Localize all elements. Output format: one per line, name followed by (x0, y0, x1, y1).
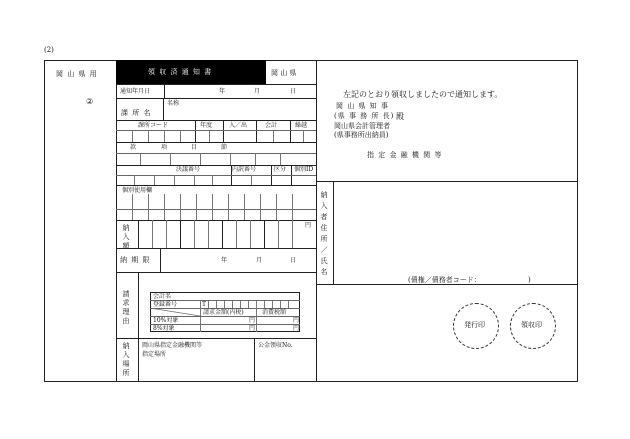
rule (333, 181, 334, 285)
internal-no-label: 内訳番号 (232, 166, 257, 173)
rule (292, 220, 293, 248)
rule (116, 120, 316, 121)
rule (116, 142, 316, 143)
rule (223, 120, 224, 142)
t-prefix: T (202, 301, 207, 308)
rule (278, 220, 279, 248)
rule (116, 130, 316, 131)
decision-no-label: 決議番号 (176, 166, 201, 173)
rate8-yen-tax: 円 (293, 325, 300, 332)
issue-stamp-label: 発行印 (464, 321, 485, 329)
page-number: (2) (44, 46, 54, 54)
rule (200, 300, 201, 308)
deadline-year: 年 (221, 257, 228, 264)
payer-box (316, 181, 578, 285)
in-out-label: 入／出 (229, 122, 248, 129)
deadline-day: 日 (290, 257, 297, 264)
rule (250, 220, 251, 248)
rule (148, 130, 149, 142)
deadline-label: 納 期 限 (120, 256, 151, 264)
rule (290, 120, 291, 142)
office-name-label: 名称 (167, 100, 180, 107)
rule (224, 300, 225, 308)
form-title: 領 収 済 通 知 書 (148, 68, 213, 76)
rule (251, 175, 252, 185)
honorific: 殿 (396, 112, 404, 121)
notice-text: 左記のとおり領収しましたので通知します。 (343, 90, 503, 99)
rule (132, 130, 133, 142)
rule (180, 220, 181, 248)
notification-year: 年 (219, 88, 226, 95)
rule (116, 272, 316, 273)
debtor-code-close: ) (528, 276, 531, 284)
rule (244, 194, 245, 220)
office-label: 課 所 名 (121, 109, 152, 117)
rule (164, 130, 165, 142)
rule (256, 308, 257, 332)
rule (180, 130, 181, 142)
rule (164, 194, 165, 220)
rule (116, 84, 316, 85)
treasurer-label: 岡山県会計管理者 (334, 122, 390, 130)
rule (230, 153, 231, 165)
left-margin-divider (116, 60, 117, 382)
payment-place-line2: 指定場所 (142, 351, 167, 358)
deadline-month: 月 (256, 257, 263, 264)
prefecture-label: 岡 山 県 (271, 69, 297, 77)
rule (180, 194, 181, 220)
account-label: 会計 (265, 122, 278, 129)
rate10-yen-amount: 円 (249, 317, 256, 324)
rule (209, 130, 210, 142)
rule (116, 153, 316, 154)
governor-label: 岡 山 県 知 事 (336, 102, 389, 110)
rule (236, 220, 237, 248)
rule (240, 300, 241, 308)
rule (292, 194, 293, 220)
rule (116, 175, 316, 176)
rule (138, 338, 139, 382)
circle-number: ② (86, 97, 94, 106)
debtor-code-label: (債権／債務者コード： (408, 276, 481, 284)
kan-label: 款 (130, 144, 137, 151)
rule (160, 248, 161, 272)
rule (264, 300, 265, 308)
rule (116, 185, 316, 186)
payment-place-line1: 岡山県指定金融機関等 (142, 342, 203, 349)
rule (194, 220, 195, 248)
rule (138, 220, 139, 248)
rule (196, 194, 197, 220)
rule (248, 300, 249, 308)
rule (116, 248, 316, 249)
rule (303, 130, 304, 142)
rule (222, 220, 223, 248)
rule (264, 220, 265, 248)
rule (273, 130, 274, 142)
rule (255, 153, 256, 165)
receipt-no-label: 公金領収No. (258, 342, 293, 349)
individual-id-label: 個別ID (294, 166, 314, 173)
registration-no-label: 登録番号 (153, 301, 178, 308)
rule (260, 194, 261, 220)
setsu-label: 節 (221, 144, 228, 151)
rule (174, 175, 175, 185)
rate10-label: 10%対象 (153, 317, 179, 324)
rule (288, 300, 289, 308)
use-label: 岡 山 県 用 (56, 70, 98, 78)
rule (194, 175, 195, 185)
kou-label: 項 (161, 144, 168, 151)
category-label: 区分 (274, 166, 287, 173)
rule (280, 300, 281, 308)
office-code-label: 課所コード (138, 122, 169, 129)
notification-month: 月 (254, 88, 261, 95)
rule (116, 220, 316, 221)
account-name-label: 会計名 (153, 293, 172, 300)
rule (200, 308, 201, 332)
rule (154, 175, 155, 185)
rule (116, 98, 316, 99)
rule (132, 194, 133, 220)
receipt-stamp-label: 領収印 (521, 321, 542, 329)
rule (232, 300, 233, 308)
moku-label: 目 (191, 144, 198, 151)
rule (212, 175, 213, 185)
consumption-tax-label: 消費税額 (262, 309, 287, 316)
rule (272, 300, 273, 308)
bureau-chief-label: (県 事 務 所 長) (334, 112, 395, 120)
rule (116, 209, 316, 210)
rate10-yen-tax: 円 (293, 317, 300, 324)
notification-day: 日 (290, 88, 297, 95)
notification-date-label: 通知年月日 (120, 88, 151, 95)
rule (208, 220, 209, 248)
rule (216, 300, 217, 308)
diagonal-line (150, 308, 200, 316)
payment-place-label: 納入場所 (122, 342, 130, 377)
rule (280, 153, 281, 165)
rule (254, 338, 255, 382)
rule (170, 153, 171, 165)
rule (195, 120, 196, 142)
payment-amount-label: 納入額 (122, 224, 130, 250)
rate8-yen-amount: 円 (249, 325, 256, 332)
rule (276, 194, 277, 220)
rule (212, 194, 213, 220)
rule (166, 220, 167, 248)
rule (134, 175, 135, 185)
rule (138, 272, 139, 338)
payment-amount-yen: 円 (305, 222, 312, 229)
rule (164, 84, 165, 98)
rule (116, 165, 316, 166)
designated-bank-label: 指 定 金 融 機 関 等 (367, 151, 443, 159)
rule (256, 300, 257, 308)
billing-reason-label: 請求理由 (122, 290, 130, 325)
carry-over-label: 繰越 (295, 122, 308, 129)
rule (116, 338, 316, 339)
rule (163, 98, 164, 120)
rule (228, 194, 229, 220)
rate8-label: 8%対象 (153, 325, 175, 332)
treasurer-sub-label: (県事務所出納員) (334, 131, 389, 139)
rule (152, 220, 153, 248)
rule (200, 153, 201, 165)
fiscal-year-label: 年度 (200, 122, 213, 129)
individual-use-label: 個別使用欄 (122, 187, 153, 194)
rule (140, 153, 141, 165)
payer-label: 納入者住所／氏名 (320, 191, 328, 276)
rule (256, 120, 257, 142)
billing-amount-label: 請求金額(内税) (203, 309, 244, 316)
rule (148, 194, 149, 220)
rule (208, 300, 209, 308)
